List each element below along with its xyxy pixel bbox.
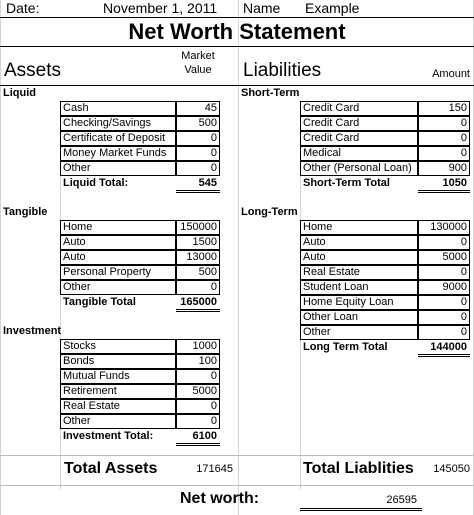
item-label: Auto (63, 236, 86, 248)
item-label: Stocks (63, 340, 97, 352)
item-value[interactable]: 150 (448, 102, 467, 114)
item-value[interactable]: 0 (210, 415, 217, 427)
item-label: Checking/Savings (63, 117, 152, 129)
section-total-label: Long Term Total (303, 341, 388, 353)
item-value[interactable]: 45 (204, 102, 217, 114)
item-label: Credit Card (303, 102, 360, 114)
total-assets-value[interactable]: 171645 (196, 463, 233, 475)
cell-border (176, 192, 220, 193)
cell-border (418, 354, 470, 355)
item-label: Auto (303, 251, 326, 263)
section-total-value[interactable]: 545 (198, 177, 217, 189)
item-label: Other (303, 326, 331, 338)
item-value[interactable]: 0 (210, 147, 217, 159)
amount-label: Amount (432, 68, 470, 80)
item-value[interactable]: 0 (460, 296, 467, 308)
item-label: Cash (63, 102, 89, 114)
item-value[interactable]: 500 (198, 117, 217, 129)
section-total-value[interactable]: 1050 (442, 177, 467, 189)
item-label: Bonds (63, 355, 95, 367)
item-value[interactable]: 0 (460, 132, 467, 144)
section-total-label: Investment Total: (63, 430, 154, 442)
item-value[interactable]: 1500 (192, 236, 217, 248)
item-label: Money Market Funds (63, 147, 167, 159)
item-label: Real Estate (303, 266, 360, 278)
page-title: Net Worth Statement (128, 19, 346, 44)
item-label: Certificate of Deposit (63, 132, 166, 144)
item-value[interactable]: 0 (460, 266, 467, 278)
item-label: Home (303, 221, 333, 233)
cell-border (176, 309, 220, 310)
item-label: Other Loan (303, 311, 359, 323)
item-value[interactable]: 0 (460, 311, 467, 323)
cell-border (176, 445, 220, 446)
section-total-value[interactable]: 144000 (430, 341, 467, 353)
total-liabilities-value[interactable]: 145050 (433, 463, 470, 475)
section-total-value[interactable]: 6100 (192, 430, 217, 442)
item-value[interactable]: 1000 (192, 340, 217, 352)
total-liabilities-label: Total Liablities (303, 460, 414, 477)
section-total-label: Tangible Total (63, 296, 136, 308)
market-value-label-line1: Market (181, 50, 215, 62)
item-value[interactable]: 130000 (430, 221, 467, 233)
cell-border (176, 190, 220, 191)
item-value[interactable]: 0 (210, 370, 217, 382)
investment-heading: Investment (3, 325, 62, 337)
item-value[interactable]: 150000 (180, 221, 217, 233)
net-worth-label: Net worth: (180, 490, 260, 507)
item-value[interactable]: 0 (460, 326, 467, 338)
item-value[interactable]: 0 (460, 117, 467, 129)
market-value-label-line2: Value (184, 64, 212, 76)
section-total-label: Liquid Total: (63, 177, 129, 189)
cell-border (418, 192, 470, 193)
item-value[interactable]: 0 (210, 132, 217, 144)
item-label: Personal Property (63, 266, 152, 278)
item-label: Auto (63, 251, 86, 263)
item-value[interactable]: 0 (460, 147, 467, 159)
liabilities-heading: Liabilities (243, 60, 322, 81)
item-label: Home Equity Loan (303, 296, 394, 308)
item-label: Other (63, 281, 91, 293)
item-value[interactable]: 5000 (442, 251, 467, 263)
item-value[interactable]: 9000 (442, 281, 467, 293)
cell-border (418, 356, 470, 357)
cell-border (418, 190, 470, 191)
item-label: Other (Personal Loan) (303, 162, 412, 174)
cell-border (176, 443, 220, 444)
net-worth-value[interactable]: 26595 (386, 494, 417, 506)
item-value[interactable]: 100 (198, 355, 217, 367)
item-label: Medical (303, 147, 341, 159)
item-label: Retirement (63, 385, 117, 397)
tangible-heading: Tangible (3, 206, 48, 218)
short-term-heading: Short-Term (241, 87, 300, 99)
item-value[interactable]: 900 (448, 162, 467, 174)
item-label: Other (63, 415, 91, 427)
name-label: Name (243, 0, 281, 16)
section-total-label: Short-Term Total (303, 177, 390, 189)
assets-heading: Assets (4, 60, 62, 81)
item-label: Mutual Funds (63, 370, 130, 382)
name-value[interactable]: Example (305, 0, 360, 16)
item-value[interactable]: 0 (210, 400, 217, 412)
item-label: Credit Card (303, 132, 360, 144)
liquid-heading: Liquid (3, 87, 36, 99)
cell-border (176, 311, 220, 312)
item-label: Auto (303, 236, 326, 248)
item-value[interactable]: 0 (210, 281, 217, 293)
item-label: Other (63, 162, 91, 174)
long-term-heading: Long-Term (241, 206, 298, 218)
item-label: Credit Card (303, 117, 360, 129)
item-label: Student Loan (303, 281, 369, 293)
item-value[interactable]: 5000 (192, 385, 217, 397)
section-total-value[interactable]: 165000 (180, 296, 217, 308)
date-label: Date: (6, 0, 40, 16)
item-label: Home (63, 221, 93, 233)
item-value[interactable]: 0 (460, 236, 467, 248)
item-value[interactable]: 0 (210, 162, 217, 174)
date-value[interactable]: November 1, 2011 (103, 0, 218, 16)
item-label: Real Estate (63, 400, 120, 412)
total-assets-label: Total Assets (64, 460, 158, 477)
item-value[interactable]: 13000 (186, 251, 217, 263)
item-value[interactable]: 500 (198, 266, 217, 278)
